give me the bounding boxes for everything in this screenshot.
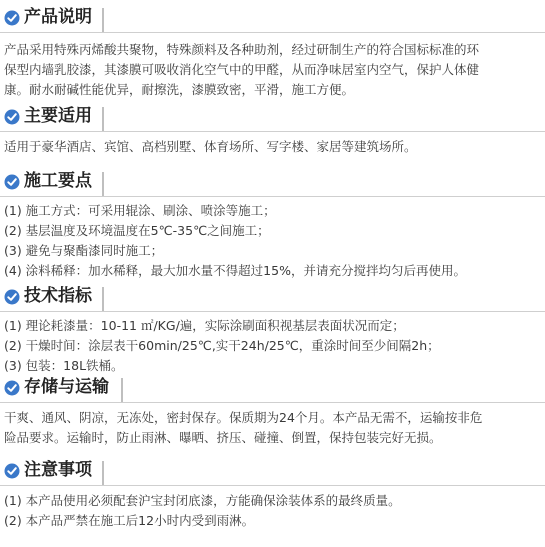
section-body — [4, 491, 541, 531]
section-product-description — [0, 6, 545, 97]
section-title: 注意事项 — [24, 460, 92, 480]
section-main-application — [0, 105, 545, 154]
section-underline — [0, 485, 545, 486]
check-badge-icon — [4, 289, 20, 305]
section-body — [4, 40, 541, 100]
section-underline — [0, 311, 545, 312]
text-line: (3) 避免与聚酯漆同时施工； — [4, 243, 164, 258]
text-line: (2) 干燥时间：涂层表干60min/25℃,实干24h/25℃，重涂时间至少间隔2h； — [4, 338, 440, 353]
title-divider — [102, 461, 104, 485]
text-line: (2) 本产品严禁在施工后12小时内受到雨淋。 — [4, 513, 255, 528]
title-divider — [102, 287, 104, 311]
text-line: (3) 包装：18L铁桶。 — [4, 358, 124, 373]
section-header — [0, 376, 545, 404]
text-line: (1) 理论耗漆量：10-11 ㎡/KG/遍，实际涂刷面积视基层表面状况而定； — [4, 318, 405, 333]
text-line: 适用于豪华酒店、宾馆、高档别墅、体育场所、写字楼、家居等建筑场所。 — [4, 139, 417, 154]
section-header — [0, 105, 545, 133]
section-storage-transport — [0, 376, 545, 445]
text-line: 险品要求。运输时，防止雨淋、曝晒、挤压、碰撞、倒置，保持包装完好无损。 — [4, 430, 442, 445]
section-header — [0, 6, 545, 34]
section-underline — [0, 32, 545, 33]
section-title: 存储与运输 — [24, 377, 109, 397]
section-title: 主要适用 — [24, 106, 92, 126]
section-header — [0, 285, 545, 313]
check-badge-icon — [4, 10, 20, 26]
text-line: 保型内墙乳胶漆，其漆膜可吸收消化空气中的甲醛，从而净味居室内空气，保护人体健 — [4, 62, 480, 77]
section-body — [4, 137, 541, 157]
section-construction-points — [0, 170, 545, 278]
section-title: 技术指标 — [24, 286, 92, 306]
section-title: 施工要点 — [24, 171, 92, 191]
title-divider — [121, 378, 123, 402]
section-technical-specs — [0, 285, 545, 373]
section-underline — [0, 131, 545, 132]
title-divider — [102, 172, 104, 196]
text-line: 干爽、通风、阴凉，无冻处，密封保存。保质期为24个月。本产品无需不，运输按非危 — [4, 410, 483, 425]
section-underline — [0, 402, 545, 403]
section-header — [0, 459, 545, 487]
text-line: 产品采用特殊丙烯酸共聚物，特殊颜料及各种助剂，经过研制生产的符合国标标准的环 — [4, 42, 480, 57]
check-badge-icon — [4, 463, 20, 479]
check-badge-icon — [4, 380, 20, 396]
text-line: (2) 基层温度及环境温度在5℃-35℃之间施工； — [4, 223, 270, 238]
title-divider — [102, 107, 104, 131]
section-precautions — [0, 459, 545, 528]
section-underline — [0, 196, 545, 197]
check-badge-icon — [4, 174, 20, 190]
section-body — [4, 316, 541, 376]
section-header — [0, 170, 545, 198]
text-line: (1) 施工方式：可采用辊涂、刷涂、喷涂等施工； — [4, 203, 276, 218]
section-body — [4, 408, 541, 448]
check-badge-icon — [4, 109, 20, 125]
section-body — [4, 201, 541, 281]
text-line: (4) 涂料稀释：加水稀释，最大加水量不得超过15%，并请充分搅拌均匀后再使用。 — [4, 263, 466, 278]
title-divider — [102, 8, 104, 32]
section-title: 产品说明 — [24, 7, 92, 27]
text-line: (1) 本产品使用必须配套沪宝封闭底漆，方能确保涂装体系的最终质量。 — [4, 493, 401, 508]
text-line: 康。耐水耐碱性能优异，耐擦洗，漆膜致密，平滑，施工方便。 — [4, 82, 355, 97]
